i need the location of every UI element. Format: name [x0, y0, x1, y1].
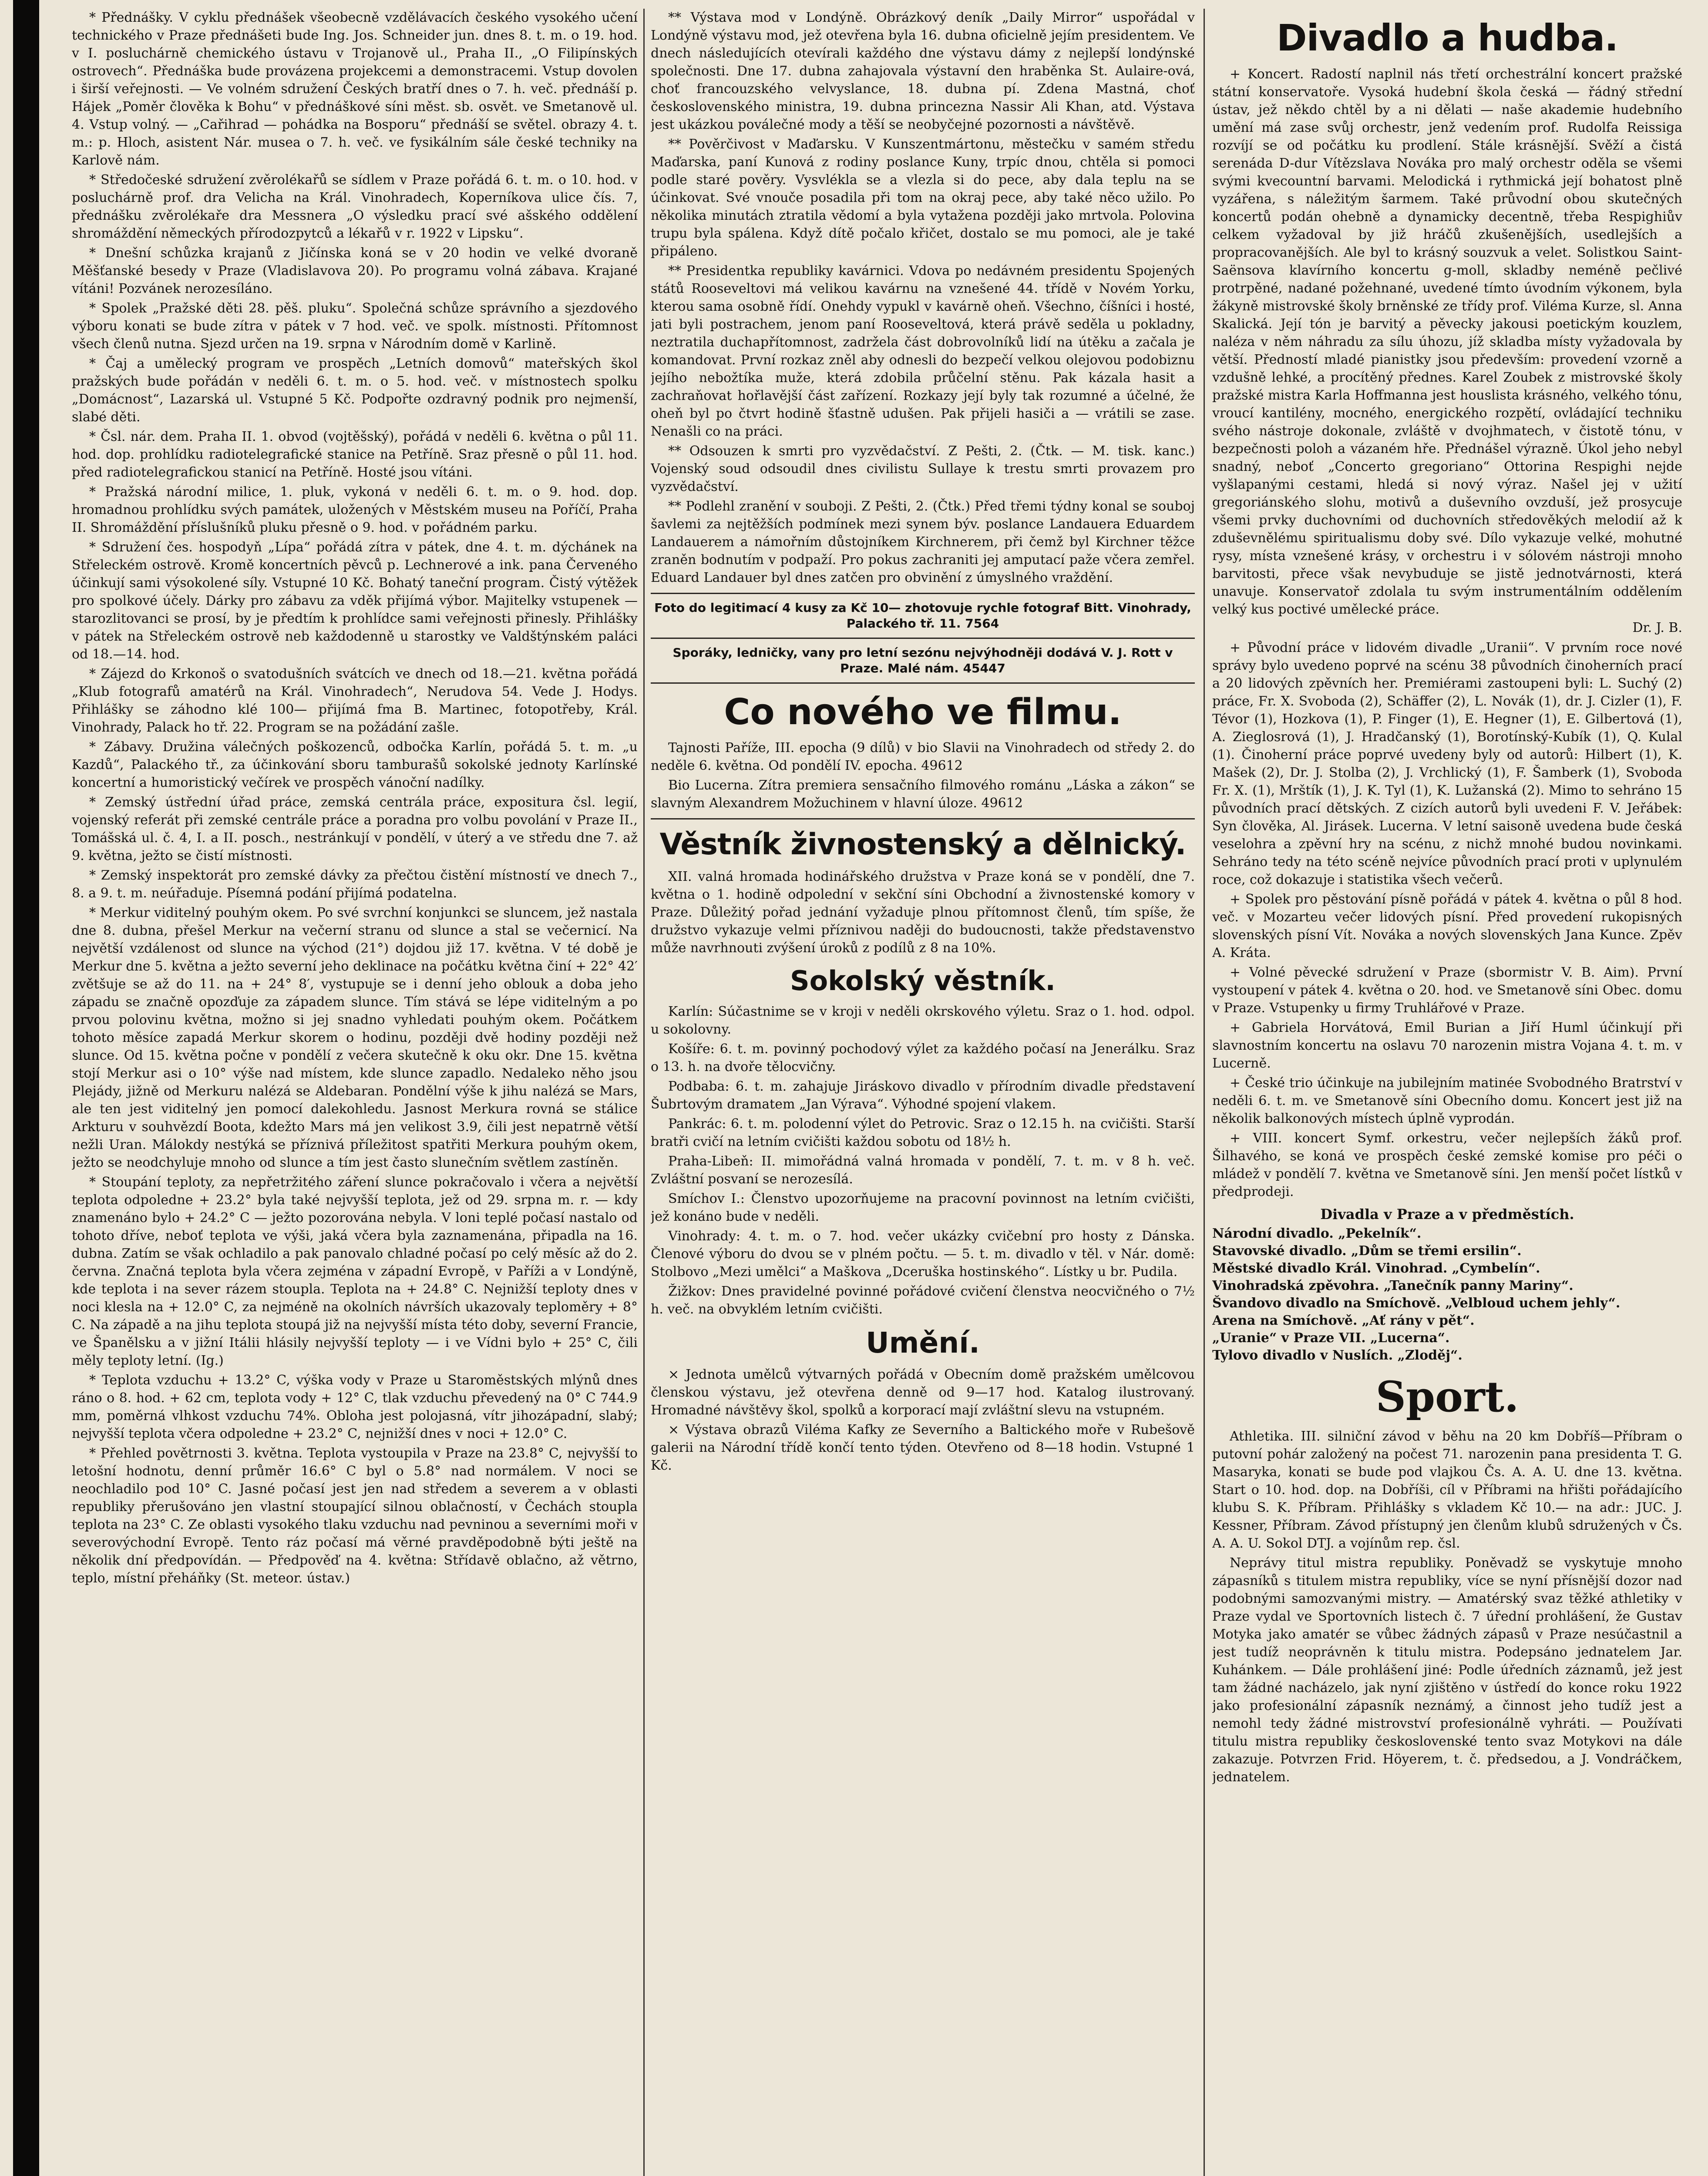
section-heading-film: Co nového ve filmu. [724, 692, 1122, 733]
news-paragraph: ** Podlehl zranění v souboji. Z Pešti, 2. (Čtk.) Před třemi týdny konal se souboj šavlemi za nejtěžších podmínek mezi synem býv. poslance Landauera Eduardem Landauerem a námořním důstojníkem Kirchnerem, při čemž byl Kirchner těžce zraněn bodnutím v podpaží. Pro pokus zachraniti jej amputací paže včera zemřel. Eduard Landauer byl dnes zatčen pro obvinění z úmyslného vraždění. [651, 499, 1195, 585]
column-middle [651, 9, 1195, 2176]
binding-edge [13, 0, 39, 2176]
news-paragraph: Smíchov I.: Členstvo upozorňujeme na pracovní povinnost na letním cvičišti, jež konáno bude v neděli. [651, 1191, 1195, 1224]
column-right [1212, 9, 1682, 2176]
column-divider [643, 9, 645, 2176]
news-paragraph: * Pražská národní milice, 1. pluk, vykoná v neděli 6. t. m. o 9. hod. dop. hromadnou prohlídku svých památek, uložených v Městském museu na Poříčí, Praha II. Shromáždění příslušníků pluku přesně o 9. hod. v pořádném parku. [72, 484, 638, 535]
news-paragraph: × Výstava obrazů Viléma Kafky ze Severního a Baltického moře v Rubešově galerii na Národní třídě končí tento týden. Otevřeno od 8—18 hodin. Vstupné 1 Kč. [651, 1422, 1195, 1473]
news-paragraph: Podbaba: 6. t. m. zahajuje Jiráskovo divadlo v přírodním divadle představení Šubrtovým dramatem „Jan Výrava“. Výhodné spojení vlakem. [651, 1079, 1195, 1112]
section-heading-sport: Sport. [1375, 1372, 1519, 1421]
section-heading-vestnik: Věstník živnostenský a dělnický. [659, 827, 1186, 862]
section-heading-divadlo: Divadlo a hudba. [1276, 17, 1618, 59]
column-left [72, 9, 638, 2176]
column-divider [1204, 9, 1205, 2176]
news-paragraph: * Středočeské sdružení zvěrolékařů se sídlem v Praze pořádá 6. t. m. o 10. hod. v posluchárně prof. dra Velicha na Král. Vinohradech, Koperníkova ulice čís. 7, přednášku zvěrolékaře dra Messnera „O výsledku prací své ašského oddělení shromáždění německých přírodozpytců a lékařů v r. 1922 v Lipsku“. [72, 172, 638, 241]
theatre-listing: Národní divadlo. „Pekelník“. [1212, 1226, 1422, 1241]
section-divider [651, 638, 1195, 639]
news-paragraph: Athletika. III. silniční závod v běhu na 20 km Dobříš—Příbram o putovní pohár založený na počest 71. narozenin pana presidenta T. G. Masaryka, konati se bude pod vlajkou Čs. A. A. U. dne 13. května. Start o 10. hod. dop. na Dobříši, cíl v Příbrami na hřišti pořádajícího klubu S. K. Příbram. Přihlášky s vkladem Kč 10.— na adr.: JUC. J. Kessner, Příbram. Závod přístupný jen členům klubů sdružených v Čs. A. A. U. Sokol DTJ. a vojínům rep. čsl. [1212, 1429, 1682, 1551]
theatre-listing-heading: Divadla v Praze a v předměstích. [1320, 1206, 1574, 1222]
news-paragraph: Tajnosti Paříže, III. epocha (9 dílů) v bio Slavii na Vinohradech od středy 2. do neděle 6. května. Od pondělí IV. epocha. 49612 [651, 740, 1195, 773]
news-paragraph: * Čsl. nár. dem. Praha II. 1. obvod (vojtěšský), pořádá v neděli 6. května o půl 11. hod. dop. prohlídku radiotelegrafické stanice na Petříně. Sraz přesně o půl 11. hod. před radiotelegrafickou stanicí na Petříně. Hosté jsou vítáni. [72, 429, 638, 480]
news-paragraph: ** Presidentka republiky kavárnici. Vdova po nedávném presidentu Spojených států Rooseveltovi má velikou kavárnu na vznešené 44. třídě v Novém Yorku, kterou sama osobně řídí. Onehdy vypukl v kavárně oheň. Všechno, číšníci i hosté, jati byli postrachem, jenom paní Rooseveltová, která právě seděla u pokladny, neztratila duchapřítomnost, zadržela část dobrovolníků lidí na útěku a začala je komandovat. První rozkaz zněl aby odnesli do bezpečí velkou olejovou podobiznu jejího nebožtíka muže, která zdobila průčelní stěnu. Pak kázala hasit a zachraňovat hořlavější část zařízení. Rozkazy její byly tak rozumné a účelné, že oheň byl po čtvrt hodině šťastně udušen. Pak přijeli hasiči a — vrátili se zase. Nenašli co na práci. [651, 263, 1195, 439]
newspaper-page [72, 9, 1682, 2176]
advertisement: Sporáky, ledničky, vany pro letní sezónu nejvýhodněji dodává V. J. Rott v Praze. Malé nám. 45447 [672, 645, 1173, 675]
news-paragraph: * Sdružení čes. hospodyň „Lípa“ pořádá zítra v pátek, dne 4. t. m. dýchánek na Střeleckém ostrově. Kromě koncertních pěvců p. Lechnerové a ink. pana Červeného účinkují sami výsokolené síly. Vstupné 10 Kč. Bohatý taneční program. Čistý výtěžek pro spolkové účely. Dárky pro zábavu za vděk přijímá výbor. Majitelky vstupenek — starozlitovanci se prosí, by je předtím k prohlídce sami veřejnosti přinesly. Přihlášky v pátek na Střeleckém ostrově neb každodenně u starostky ve Valdštýnském paláci od 18.—14. hod. [72, 540, 638, 662]
news-paragraph: Praha-Libeň: II. mimořádná valná hromada v pondělí, 7. t. m. v 8 h. več. Zvláštní posvaní se nerozesílá. [651, 1154, 1195, 1187]
news-paragraph: ** Pověrčivost v Maďarsku. V Kunszentmártonu, městečku v samém středu Maďarska, paní Kunová z rodiny poslance Kuny, trpíc dnou, chtěla si pomoci podle staré pověry. Vysvlékla se a vlezla si do pece, aby dala teplu na se účinkovat. Své vnouče posadila při tom na okraj pece, aby také něco užilo. Po několika minutách ztratila vědomí a byla vytažena později jako mrtvola. Polovina trupu byla spálena. Když dítě počalo křičet, dostalo se mu pomoci, ale je také připáleno. [651, 137, 1195, 259]
section-heading-umeni: Umění. [866, 1326, 980, 1360]
news-paragraph: Bio Lucerna. Zítra premiera sensačního filmového románu „Láska a zákon“ se slavným Alexandrem Možuchinem v hlavní úloze. 49612 [651, 778, 1195, 811]
news-paragraph: * Zábavy. Družina válečných poškozenců, odbočka Karlín, pořádá 5. t. m. „u Kazdů“, Palackého tř., za účinkování sboru tamburašů sokolské jednoty Karlínské koncertní a humoristický večírek ve prospěch vánoční nadílky. [72, 739, 638, 790]
news-paragraph: Karlín: Súčastnime se v kroji v neděli okrskového výletu. Sraz o 1. hod. odpol. u sokolovny. [651, 1004, 1195, 1037]
news-paragraph: Košíře: 6. t. m. povinný pochodový výlet za každého počasí na Jenerálku. Sraz o 13. h. na dvoře tělocvičny. [651, 1041, 1195, 1075]
theatre-listing: Stavovské divadlo. „Dům se třemi ersilin“. [1212, 1243, 1522, 1259]
news-paragraph: * Merkur viditelný pouhým okem. Po své svrchní konjunkci se sluncem, jež nastala dne 8. dubna, přešel Merkur na večerní stranu od slunce a stal se večernicí. Na největší vzdálenost od slunce na východ (21°) dojdou již 17. května. V té době je Merkur dne 5. května a ježto severní jeho deklinace na počátku května činí + 22° 42′ zvětšuje se až do 11. na + 24° 8′, vystupuje se i denní jeho oblouk a doba jeho západu se značně opozďuje za západem slunce. Tím stává se lépe viditelným a po prvou polovinu května, možno si jej snadno vyhledati pouhým okem. Počátkem tohoto měsíce zapadá Merkur skorem o hodinu, později dvě hodiny později než slunce. Od 15. května počne v pondělí z večera skutečně k oku okr. Dne 15. května stojí Merkur asi o 10° výše nad místem, kde slunce zapadlo. Nedaleko něho jsou Plejády, jižně od Merkuru nalézá se Aldebaran. Pondělní výše k jihu nalézá se Mars, ale ten jest viditelný jen pomocí dalekohledu. Jasnost Merkura rovná se stálice Arkturu v souhvězdí Boota, kdežto Mars má jen velikost 3.9, čili jest nepatrně větší nežli Uran. Málokdy nestýká se příznivá příležitost spatřiti Merkura pouhým okem, ježto se neodchyluje mnoho od slunce a tím jest často slunečním světlem zastíněn. [72, 905, 638, 1170]
news-paragraph: * Zájezd do Krkonoš o svatodušních svátcích ve dnech od 18.—21. května pořádá „Klub fotografů amatérů na Král. Vinohradech“, Nerudova 54. Vede J. Hodys. Přihlášky se záhodno klé 100— přijímá fma B. Martinec, fotopotřeby, Král. Vinohrady, Palack ho tř. 22. Program se na požádání zašle. [72, 666, 638, 735]
news-paragraph: Žižkov: Dnes pravidelné povinné pořádové cvičení členstva neocvičného o 7½ h. več. na obvyklém letním cvičišti. [651, 1284, 1195, 1317]
news-paragraph: * Přehled povětrnosti 3. května. Teplota vystoupila v Praze na 23.8° C, nejvyšší to letošní hodnotu, denní průměr 16.6° C byl o 5.8° nad normálem. V noci se neochladilo pod 10° C. Jasné počasí jest jen nad středem a severem a v oblasti republiky přerušováno jen vlastní stoupající silnou oblačností, v Čechách stoupla teplota na 23° C. Ze oblasti vysokého tlaku vzduchu nad pevninou a severními moři v severovýchodní Evropě. Tento ráz počasí má věrné pravděpodobně býti ještě na několik dní předpovídán. — Předpověď na 4. května: Střídavě oblačno, až větrno, teplo, místní přeháňky (St. meteor. ústav.) [72, 1446, 638, 1586]
news-paragraph: + Koncert. Radostí naplnil nás třetí orchestrální koncert pražské státní konservatoře. Vysoká hudební škola česká — řádný střední ústav, jež někdo chtěl by a ni dělati — naše akademie hudebního umění má zase svůj orchestr, jenž vedením prof. Rudolfa Reissiga rozvíjí se od počátku ku prodlení. Stále krásnější. Svěží a čistá serenáda D-dur Vítězslava Nováka pro malý orchestr oděla se všemi svými kvecountní barvami. Melodická i rythmická její bohatost plně vyzářena, s náležitým šarmem. Také průvodní obou skutečných koncertů podán ohebně a dynamicky decentně, třeba Respighiův celkem vyžadoval by již hráčů zkušenějších, usedlejších a propracovanějších. Ale byl to krásný souzvuk a velet. Solistkou Saint-Saënsova klavírního koncertu g-moll, skladby neméně pečlivé protrpěné, nadané požehnané, uvedené tímto úvodním výkonem, byla žákyně mistrovské školy brněnské ze třídy prof. Viléma Kurze, sl. Anna Skalická. Její tón je barvitý a pěvecky jakousi poetickým kouzlem, naléza v něm náhradu za sílu úhozu, jíž skladba místy vyžadovala by větší. Předností mladé pianistky jsou především: provedení vzorně a vzdušně lehké, a procítěný přednes. Karel Zoubek z mistrovské školy pražské mistra Karla Hoffmanna jest houslista krásného, velkého tónu, vroucí kantilény, mocného, energického rozpětí, ovládající techniku svého nástroje dokonale, zvláště v dvojhmatech, v čistotě tónu, v bezpečnosti poloh a vázaném hře. Přednášel výrazně. Úkol jeho nebyl snadný, neboť „Concerto gregoriano“ Ottorina Respighi nejde vyšlapanými cestami, hledá si nový výraz. Našel jej v užití gregoriánského slohu, motivů a duševního ovzduší, jež prosycuje všemi prvky duchovními od duchovních středověkých melodií až k zduševnělému spiritualismu doby své. Dílo vykazuje velké, mohutné rysy, místa vznešené krásy, v orchestru i v sólovém nástroji mnoho barvitosti, přece však nevybuduje se jistě jednotvárnosti, která unavuje. Konservatoř zdolala tu svým instrumentálním oddělením velký kus poctivé umělecké práce. [1212, 67, 1682, 617]
news-paragraph: Vinohrady: 4. t. m. o 7. hod. večer ukázky cvičební pro hosty z Dánska. Členové výboru do dvou se v plném počtu. — 5. t. m. divadlo v těl. v Nár. domě: Stolbovo „Mezi umělci“ a Maškova „Dceruška hostinského“. Lístky u br. Pudila. [651, 1229, 1195, 1279]
news-paragraph: + Spolek pro pěstování písně pořádá v pátek 4. května o půl 8 hod. več. v Mozarteu večer lidových písní. Před provedení rukopisných slovenských písní Vít. Nováka a nových slovenských Jana Kunce. Zpěv A. Kráta. [1212, 892, 1682, 960]
theatre-listing: Arena na Smíchově. „Ať rány v pět“. [1212, 1313, 1475, 1328]
section-heading-sokol: Sokolský věstník. [790, 965, 1056, 997]
theatre-listing: Švandovo divadlo na Smíchově. „Velbloud uchem jehly“. [1212, 1296, 1621, 1311]
news-paragraph: + Gabriela Horvátová, Emil Burian a Jiří Huml účinkují při slavnostním koncertu na oslavu 70 narozenin mistra Vojana 4. t. m. v Lucerně. [1212, 1020, 1682, 1071]
theatre-listing: Vinohradská zpěvohra. „Tanečník panny Mariny“. [1212, 1278, 1574, 1293]
news-paragraph: Pankrác: 6. t. m. polodenní výlet do Petrovic. Sraz o 12.15 h. na cvičišti. Starší bratři cvičí na letním cvičišti každou sobotu od 18½ h. [651, 1116, 1195, 1149]
news-paragraph: * Čaj a umělecký program ve prospěch „Letních domovů“ mateřských škol pražských bude pořádán v neděli 6. t. m. o 5. hod. več. v místnostech spolku „Domácnost“, Lazarská ul. Vstupné 5 Kč. Podpořte ozdravný podnik pro nejmenší, slabé děti. [72, 356, 638, 425]
theatre-listing: „Uranie“ v Praze VII. „Lucerna“. [1212, 1330, 1450, 1346]
section-divider [651, 682, 1195, 684]
news-paragraph: * Stoupání teploty, za nepřetržitého záření slunce pokračovalo i včera a největší teplota odpoledne + 23.2° byla také nejvyšší teplota, jež od 29. srpna m. r. — kdy znamenáno bylo + 24.2° C — ježto pozorována nebyla. V loni teplé počasí nastalo od tohoto dříve, neboť teplota ve výši, jaká včera byla zaznamenána, připadla na 16. dubna. Zatím se však ochladilo a pak panovalo chladné počasí po celý měsíc až do 2. června. Značná teplota byla včera zejména v západní Evropě, v Paříži a v Londýně, kde teplota i na sever rázem stoupla. Teplota na + 24.8° C. Nejnižší teploty dnes v noci klesla na + 12.0° C, za nejméně na okolních návrších ukazovaly teploměry + 8° C. Na západě a na jihu teplota stoupá již na nejvyšší místa této doby, severní Francie, ve Španělsku a v jižní Itálii hlásily nejvyšší teploty — i ve Vídni bylo + 25° C, čili měly teploty letní. (Ig.) [72, 1175, 638, 1368]
advertisement: Foto do legitimací 4 kusy za Kč 10— zhotovuje rychle fotograf Bitt. Vinohrady, Palackého tř. 11. 7564 [654, 601, 1191, 631]
news-paragraph: * Přednášky. V cyklu přednášek všeobecně vzdělávacích českého vysokého učení technického v Praze přednášeti bude Ing. Jos. Schneider jun. dnes 8. t. m. o 19. hod. v I. posluchárně chemického ústavu v Trojanově ul., Praha II., „O Filipínských ostrovech“. Přednáška bude provázena projekcemi a demonstracemi. Vstup dovolen i širší veřejnosti. — Ve volném sdružení Českých bratří dnes o 7. h. več. přednáší p. Hájek „Poměr člověka k Bohu“ v přednáškové síni měst. sb. osvět. ve Smetanově ul. 4. Vstup volný. — „Cařihrad — pohádka na Bosporu“ přednáší se světel. obrazy 4. t. m.: p. Hloch, asistent Nár. musea o 7. h. več. ve fysikálním sále české techniky na Karlově nám. [72, 10, 638, 168]
news-paragraph: + Původní práce v lidovém divadle „Uranii“. V prvním roce nové správy bylo uvedeno poprvé na scénu 38 původních činoherních prací a 20 lidových zpěvních her. Premiérami zastoupeni byli: L. Suchý (2) práce, Fr. X. Svoboda (2), Schäffer (2), L. Novák (1), dr. J. Cizler (1), F. Tévor (1), Hozkova (1), P. Finger (1), E. Hegner (1), E. Gilbertová (1), A. Zieglosrová (1), J. Hradčanský (1), Borotínský-Kubík (1), Q. Kulal (1). Činoherní práce poprvé uvedeny byly od autorů: Hilbert (1), K. Mašek (2), Dr. J. Stolba (2), J. Vrchlický (1), F. Šamberk (1), Svoboda Fr. X. (1), Mrštík (1), J. K. Tyl (1), K. Lužanská (2). Mimo to sehráno 15 původních prací dětských. Z cizích autorů byli uvedeni F. V. Jeřábek: Syn člověka, Al. Jirásek. Lucerna. V letní saisoně uvedena bude česká veselohra a zpěvní hry na scénu, z nichž mnohé budou novinkami. Sehráno tedy na této scéně nejvíce původních prací proti v uplynulém roce, což dokazuje i statistika všech večerů. [1212, 640, 1682, 887]
section-divider [651, 818, 1195, 819]
news-paragraph: * Teplota vzduchu + 13.2° C, výška vody v Praze u Staroměstských mlýnů dnes ráno o 8. hod. + 62 cm, teplota vody + 12° C, tlak vzduchu převedený na 0° C 744.9 mm, poměrná vlhkost vzduchu 74%. Obloha jest polojasná, vítr jihozápadní, slabý; nejvyšší teplota včera odpoledne + 23.2° C, nejnižší dnes v noci + 12.0° C. [72, 1373, 638, 1441]
section-divider [651, 593, 1195, 594]
news-paragraph: * Dnešní schůzka krajanů z Jičínska koná se v 20 hodin ve velké dvoraně Měšťanské besedy v Praze (Vladislavova 20). Po programu volná zábava. Krajané vítáni! Pozvánek nerozesíláno. [72, 245, 638, 296]
news-paragraph: ** Odsouzen k smrti pro vyzvědačství. Z Pešti, 2. (Čtk. — M. tisk. kanc.) Vojenský soud odsoudil dnes civilistu Sullaye k trestu smrti provazem pro vyzvědačství. [651, 443, 1195, 494]
news-paragraph: ** Výstava mod v Londýně. Obrázkový deník „Daily Mirror“ uspořádal v Londýně výstavu mod, jež otevřena byla 16. dubna oficielně jejím presidentem. Ve dnech následujících otevírali každého dne výstavu dámy z nejlepší londýnské společnosti. Dne 17. dubna zahajovala výstavní den hraběnka St. Aulaire-ová, choť francouzského velvyslance, 18. dubna pí. Zdena Mastná, choť československého ministra, 19. dubna princezna Nassir Ali Khan, atd. Výstava jest ukázkou poválečné mody a těší se neobyčejné pozornosti a návštěvě. [651, 10, 1195, 132]
theatre-listing: Tylovo divadlo v Nuslích. „Zloděj“. [1212, 1348, 1463, 1363]
news-paragraph: + VIII. koncert Symf. orkestru, večer nejlepších žáků prof. Šilhavého, se koná ve prospěch české zemské komise pro péči o mládež v pondělí 7. května ve Smetanově síni. Jen menší počet lístků v předprodeji. [1212, 1131, 1682, 1199]
author-signature: Dr. J. B. [1632, 620, 1682, 635]
news-paragraph: * Spolek „Pražské děti 28. pěš. pluku“. Společná schůze správního a sjezdového výboru konati se bude zítra v pátek v 7 hod. več. ve spolk. místnosti. Přítomnost všech členů nutna. Sjezd určen na 19. srpna v Národním domě v Karlině. [72, 301, 638, 352]
news-paragraph: + Volné pěvecké sdružení v Praze (sbormistr V. B. Aim). První vystoupení v pátek 4. května o 20. hod. ve Smetanově síni Obec. domu v Praze. Vstupenky u firmy Truhlářové v Praze. [1212, 965, 1682, 1016]
theatre-listing: Městské divadlo Král. Vinohrad. „Cymbelín“. [1212, 1261, 1540, 1276]
news-paragraph: XII. valná hromada hodinářského družstva v Praze koná se v pondělí, dne 7. května o 1. hodině odpolední v sekční síni Obchodní a živnostenské komory v Praze. Důležitý pořad jednání vyžaduje plnou přítomnost členů, tím spíše, že družstvo vykazuje velmi příznivou naději do budoucnosti, takže představenstvo může navrhnouti zvýšení úroků z podílů z 8 na 10%. [651, 869, 1195, 956]
news-paragraph: × Jednota umělců výtvarných pořádá v Obecním domě pražském umělcovou členskou výstavu, jež otevřena denně od 9—17 hod. Katalog ilustrovaný. Hromadné návštěvy škol, spolků a korporací mají zvláštní slevu na vstupném. [651, 1367, 1195, 1418]
news-paragraph: * Zemský ústřední úřad práce, zemská centrála práce, expositura čsl. legií, vojenský referát při zemské centrále práce a poradna pro volbu povolání v Praze II., Tomášská ul. č. 4, I. a II. posch., nestránkují v pondělí, v úterý a ve středu dne 7. až 9. května, ježto se čistí místnosti. [72, 795, 638, 863]
news-paragraph: Neprávy titul mistra republiky. Poněvadž se vyskytuje mnoho zápasníků s titulem mistra republiky, více se nyní přísnější dozor nad podobnými samozvanými mistry. — Amatérský svaz těžké athletiky v Praze vydal ve Sportovních listech č. 7 úřední prohlášení, že Gustav Motyka jako amatér se vůbec žádných zápasů v Praze nesúčastnil a jest tudíž neoprávněn k titulu mistra. Podepsáno jednatelem Jar. Kuhánkem. — Dále prohlášení jiné: Podle úředních záznamů, jež jest tam žádné nacházelo, jak nyní zjištěno v ústředí do konce roku 1922 jako profesionální zápasník neznámý, a činnost jeho tudíž jest a nemohl tedy žádné mistrovství profesionálně vyhráti. — Používati titulu mistra republiky československé tento svaz Motykovi na dále zakazuje. Potvrzen Frid. Höyerem, t. č. předsedou, a J. Vondráčkem, jednatelem. [1212, 1555, 1682, 1785]
news-paragraph: * Zemský inspektorát pro zemské dávky za přečtou čistění místností ve dnech 7., 8. a 9. t. m. neúřaduje. Písemná podání přijímá podatelna. [72, 868, 638, 901]
news-paragraph: + České trio účinkuje na jubilejním matinée Svobodného Bratrství v neděli 6. t. m. ve Smetanově síni Obecního domu. Koncert jest již na několik balkonových místech úplně vyprodán. [1212, 1075, 1682, 1126]
